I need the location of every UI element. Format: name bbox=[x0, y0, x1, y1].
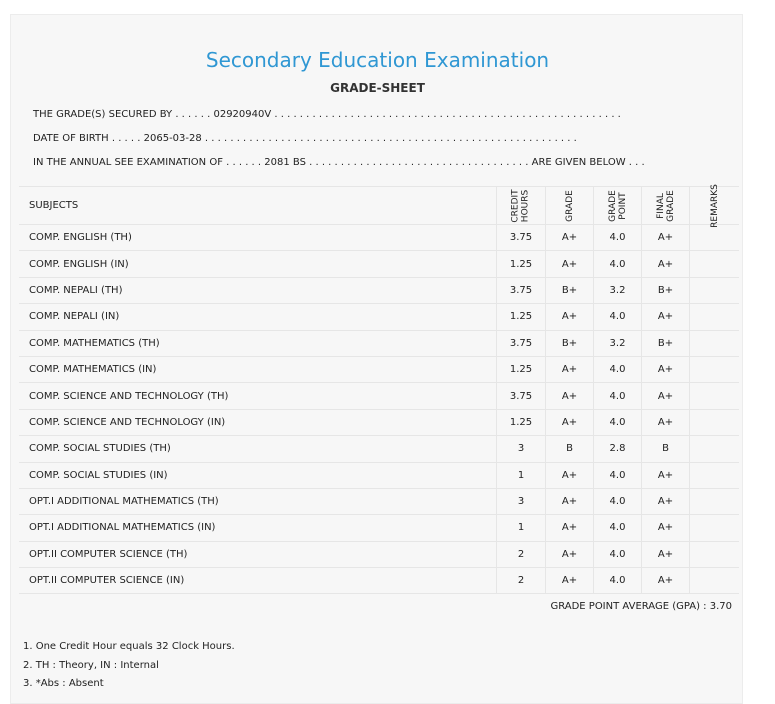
final-grade-cell: B bbox=[642, 436, 690, 462]
subject-cell: OPT.I ADDITIONAL MATHEMATICS (IN) bbox=[19, 515, 497, 541]
final-grade-cell: A+ bbox=[642, 304, 690, 330]
final-grade-cell: B+ bbox=[642, 330, 690, 356]
grade-cell: B+ bbox=[546, 277, 594, 303]
grade-point-cell: 4.0 bbox=[594, 304, 642, 330]
grade-point-cell: 4.0 bbox=[594, 383, 642, 409]
footnotes bbox=[23, 638, 235, 694]
table-row bbox=[19, 304, 739, 330]
footnote-credit-hour: 1. One Credit Hour equals 32 Clock Hours. bbox=[23, 641, 235, 652]
credit-hours-cell: 1.25 bbox=[497, 409, 546, 435]
final-grade-cell: B+ bbox=[642, 277, 690, 303]
table-row bbox=[19, 356, 739, 382]
grade-point-cell: 4.0 bbox=[594, 462, 642, 488]
table-row bbox=[19, 436, 739, 462]
grade-point-cell: 4.0 bbox=[594, 409, 642, 435]
gpa-summary: GRADE POINT AVERAGE (GPA) : 3.70 bbox=[550, 601, 732, 612]
table-header-row bbox=[19, 187, 739, 225]
credit-hours-cell: 3 bbox=[497, 436, 546, 462]
table-row bbox=[19, 409, 739, 435]
grade-cell: A+ bbox=[546, 251, 594, 277]
grade-cell: A+ bbox=[546, 541, 594, 567]
table-row bbox=[19, 462, 739, 488]
final-grade-cell: A+ bbox=[642, 251, 690, 277]
remarks-cell bbox=[690, 409, 740, 435]
header-remarks: REMARKS bbox=[690, 187, 740, 225]
grade-cell: A+ bbox=[546, 462, 594, 488]
grade-sheet-heading: GRADE-SHEET bbox=[330, 81, 425, 95]
remarks-cell bbox=[690, 436, 740, 462]
subject-cell: COMP. SCIENCE AND TECHNOLOGY (IN) bbox=[19, 409, 497, 435]
table-row bbox=[19, 541, 739, 567]
subject-cell: COMP. NEPALI (TH) bbox=[19, 277, 497, 303]
credit-hours-cell: 1.25 bbox=[497, 356, 546, 382]
remarks-cell bbox=[690, 488, 740, 514]
student-symbol-line: THE GRADE(S) SECURED BY . . . . . . 02920940V . . . . . . . . . . . . . . . . . . . . . . . . . . . . . . . . . . . . . . . . . . . . . . . . . . . . . . . bbox=[33, 109, 621, 120]
grade-cell: A+ bbox=[546, 304, 594, 330]
subject-cell: OPT.I ADDITIONAL MATHEMATICS (TH) bbox=[19, 488, 497, 514]
remarks-cell bbox=[690, 225, 740, 251]
final-grade-cell: A+ bbox=[642, 383, 690, 409]
grade-point-cell: 4.0 bbox=[594, 356, 642, 382]
remarks-cell bbox=[690, 356, 740, 382]
subject-cell: COMP. MATHEMATICS (IN) bbox=[19, 356, 497, 382]
header-credit-hours: CREDIT HOURS bbox=[497, 187, 546, 225]
remarks-cell bbox=[690, 330, 740, 356]
footnote-theory-internal: 2. TH : Theory, IN : Internal bbox=[23, 659, 159, 671]
final-grade-cell: A+ bbox=[642, 225, 690, 251]
credit-hours-cell: 2 bbox=[497, 541, 546, 567]
table-row bbox=[19, 225, 739, 251]
header-grade-point: GRADE POINT bbox=[594, 187, 642, 225]
grade-cell: A+ bbox=[546, 383, 594, 409]
credit-hours-cell: 3 bbox=[497, 488, 546, 514]
table-row bbox=[19, 488, 739, 514]
final-grade-cell: A+ bbox=[642, 541, 690, 567]
grade-point-cell: 4.0 bbox=[594, 488, 642, 514]
remarks-cell bbox=[690, 541, 740, 567]
grade-cell: A+ bbox=[546, 225, 594, 251]
subject-cell: COMP. ENGLISH (IN) bbox=[19, 251, 497, 277]
table-row bbox=[19, 330, 739, 356]
credit-hours-cell: 3.75 bbox=[497, 330, 546, 356]
table-row bbox=[19, 568, 739, 594]
subject-cell: COMP. ENGLISH (TH) bbox=[19, 225, 497, 251]
table-row bbox=[19, 515, 739, 541]
grade-point-cell: 4.0 bbox=[594, 251, 642, 277]
final-grade-cell: A+ bbox=[642, 488, 690, 514]
exam-year-line: IN THE ANNUAL SEE EXAMINATION OF . . . . . . 2081 BS . . . . . . . . . . . . . . . . . . . . . . . . . . . . . . . . . . . ARE GIVEN BELOW . . . bbox=[33, 157, 645, 168]
final-grade-cell: A+ bbox=[642, 515, 690, 541]
header-subjects: SUBJECTS bbox=[19, 187, 497, 225]
remarks-cell bbox=[690, 383, 740, 409]
credit-hours-cell: 1 bbox=[497, 462, 546, 488]
credit-hours-cell: 1.25 bbox=[497, 251, 546, 277]
credit-hours-cell: 3.75 bbox=[497, 277, 546, 303]
remarks-cell bbox=[690, 277, 740, 303]
subject-cell: COMP. SOCIAL STUDIES (IN) bbox=[19, 462, 497, 488]
credit-hours-cell: 2 bbox=[497, 568, 546, 594]
credit-hours-cell: 3.75 bbox=[497, 383, 546, 409]
grade-point-cell: 2.8 bbox=[594, 436, 642, 462]
grade-point-cell: 3.2 bbox=[594, 277, 642, 303]
header-final-grade: FINAL GRADE bbox=[642, 187, 690, 225]
table-row bbox=[19, 277, 739, 303]
grade-cell: A+ bbox=[546, 356, 594, 382]
remarks-cell bbox=[690, 515, 740, 541]
grade-point-cell: 4.0 bbox=[594, 225, 642, 251]
final-grade-cell: A+ bbox=[642, 462, 690, 488]
subject-cell: COMP. SCIENCE AND TECHNOLOGY (TH) bbox=[19, 383, 497, 409]
remarks-cell bbox=[690, 462, 740, 488]
subject-cell: COMP. NEPALI (IN) bbox=[19, 304, 497, 330]
final-grade-cell: A+ bbox=[642, 356, 690, 382]
footnote-absent: 3. *Abs : Absent bbox=[23, 678, 104, 689]
grade-cell: A+ bbox=[546, 488, 594, 514]
table-row bbox=[19, 251, 739, 277]
remarks-cell bbox=[690, 568, 740, 594]
header-grade: GRADE bbox=[546, 187, 594, 225]
grade-point-cell: 4.0 bbox=[594, 515, 642, 541]
exam-title: Secondary Education Examination bbox=[205, 48, 550, 72]
final-grade-cell: A+ bbox=[642, 409, 690, 435]
grades-table bbox=[19, 186, 739, 594]
grade-cell: A+ bbox=[546, 515, 594, 541]
date-of-birth-line: DATE OF BIRTH . . . . . 2065-03-28 . . . . . . . . . . . . . . . . . . . . . . . . . . . . . . . . . . . . . . . . . . . . . . . . . . . . . . . . . . . bbox=[33, 133, 577, 144]
grade-point-cell: 4.0 bbox=[594, 541, 642, 567]
subject-cell: OPT.II COMPUTER SCIENCE (IN) bbox=[19, 568, 497, 594]
grade-point-cell: 4.0 bbox=[594, 568, 642, 594]
credit-hours-cell: 1 bbox=[497, 515, 546, 541]
table-row bbox=[19, 383, 739, 409]
subject-cell: OPT.II COMPUTER SCIENCE (TH) bbox=[19, 541, 497, 567]
subject-cell: COMP. SOCIAL STUDIES (TH) bbox=[19, 436, 497, 462]
credit-hours-cell: 3.75 bbox=[497, 225, 546, 251]
remarks-cell bbox=[690, 251, 740, 277]
grade-point-cell: 3.2 bbox=[594, 330, 642, 356]
grade-cell: B+ bbox=[546, 330, 594, 356]
remarks-cell bbox=[690, 304, 740, 330]
final-grade-cell: A+ bbox=[642, 568, 690, 594]
subject-cell: COMP. MATHEMATICS (TH) bbox=[19, 330, 497, 356]
grade-cell: A+ bbox=[546, 568, 594, 594]
grade-cell: B bbox=[546, 436, 594, 462]
credit-hours-cell: 1.25 bbox=[497, 304, 546, 330]
grade-sheet bbox=[10, 14, 743, 704]
grade-cell: A+ bbox=[546, 409, 594, 435]
